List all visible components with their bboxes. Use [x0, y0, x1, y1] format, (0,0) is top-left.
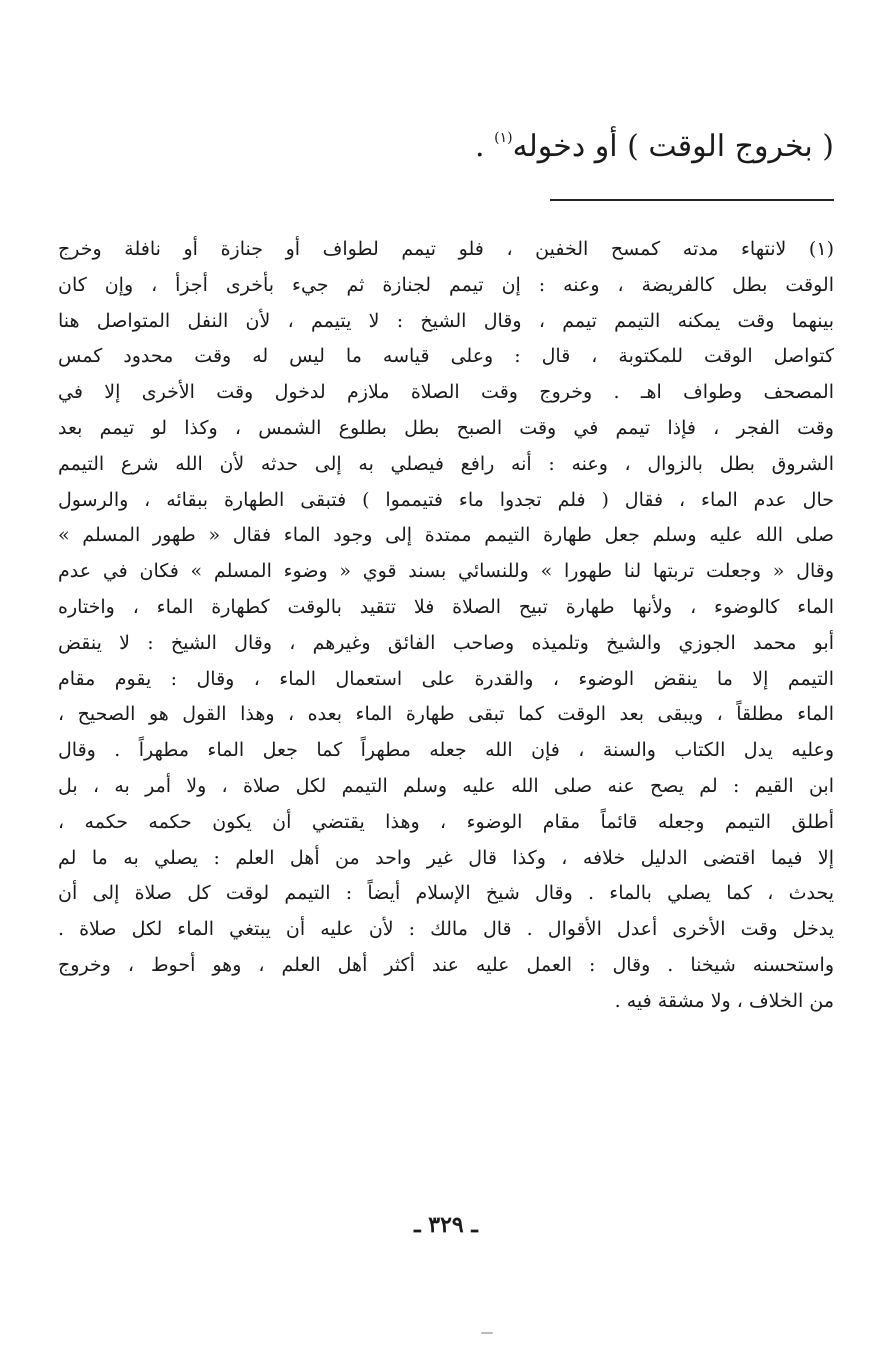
main-text-period: .	[475, 129, 495, 164]
footnote-line: يدخل وقت الأخرى أعدل الأقوال . قال مالك : لأن عليه أن يبتغي الماء لكل صلاة .	[58, 918, 834, 941]
footnote-line: الماء كالوضوء ، ولأنها طهارة تبيح الصلاة فلا تتقيد بالوقت كطهارة الماء ، واختاره	[58, 595, 834, 618]
footnote-line: حال عدم الماء ، فقال ( فلم تجدوا ماء فتيمموا ) فتبقى الطهارة ببقائه ، والرسول	[58, 488, 834, 511]
footnote-line: وقال « وجعلت تربتها لنا طهورا » وللنسائي بسند قوي « وضوء المسلم » فكان في عدم	[58, 560, 834, 583]
footnote-marker: (١)	[494, 130, 513, 146]
footnote-line: بينهما وقت يمكنه التيمم تيمم ، وقال الشيخ : لا يتيمم ، لأن النفل المتواصل هنا	[58, 309, 834, 332]
footnote-line: إلا فيما اقتضى الدليل خلافه ، وكذا قال غير واحد من أهل العلم : يصلي به ما لم	[58, 846, 834, 869]
footnote-line: أبو محمد الجوزي والشيخ وتلميذه وصاحب الفائق وغيرهم ، وقال الشيخ : لا ينقض	[58, 631, 834, 654]
footnote-line: الماء مطلقاً ، ويبقى بعد الوقت كما تبقى طهارة الماء بعده ، وهذا القول هو الصحيح ،	[58, 703, 834, 726]
footnote-line: الوقت بطل كالفريضة ، وعنه : إن تيمم لجنازة ثم جيء بأخرى أجزأ ، وإن كان	[58, 273, 834, 296]
footnote-line: (١) لانتهاء مدته كمسح الخفين ، فلو تيمم لطواف أو جنازة أو نافلة وخرج	[58, 238, 834, 260]
footnote-line: وعليه يدل الكتاب والسنة ، فإن الله جعله مطهراً كما جعل الماء مطهراً . وقال	[58, 739, 834, 762]
footnote-line: كتواصل الوقت للمكتوبة ، قال : وعلى قياسه ما ليس له وقت محدود كمس	[58, 345, 834, 368]
footnote-line: يحدث ، كما يصلي بالماء . وقال شيخ الإسلام أيضاً : التيمم لوقت كل صلاة إلى أن	[58, 882, 834, 905]
footnote-line: المصحف وطواف اهـ . وخروج وقت الصلاة ملازم لدخول وقت الأخرى إلا في	[58, 381, 834, 404]
footnote-divider	[550, 199, 834, 201]
main-text-line	[54, 118, 834, 167]
page-number: ـ ٣٢٩ ـ	[414, 1212, 478, 1238]
footnote-line: أطلق التيمم وجعله قائماً مقام الوضوء ، وهذا يقتضي أن يكون حكمه حكمه ،	[58, 810, 834, 833]
footnote-line: التيمم إلا ما ينقض الوضوء ، والقدرة على استعمال الماء ، وقال : يقوم مقام	[58, 667, 834, 690]
main-text: ( بخروج الوقت ) أو دخوله	[512, 129, 834, 164]
footnote-line: ابن القيم : لم يصح عنه صلى الله عليه وسلم التيمم لكل صلاة ، ولا أمر به ، بل	[58, 774, 834, 797]
footnote-block	[58, 232, 834, 1020]
scan-speck	[481, 1332, 493, 1334]
footnote-line: واستحسنه شيخنا . وقال : العمل عليه عند أكثر أهل العلم ، وهو أحوط ، وخروج	[58, 953, 834, 976]
footnote-line: من الخلاف ، ولا مشقة فيه .	[614, 989, 834, 1012]
footnote-line: الشروق بطل بالزوال ، وعنه : أنه رافع فيصلي به إلى حدثه لأن الله شرع التيمم	[58, 452, 834, 475]
footnote-line: صلى الله عليه وسلم جعل طهارة التيمم ممتدة إلى وجود الماء فقال « طهور المسلم »	[58, 524, 834, 547]
footnote-line: وقت الفجر ، فإذا تيمم في وقت الصبح بطل بطلوع الشمس ، وكذا لو تيمم بعد	[58, 416, 834, 439]
